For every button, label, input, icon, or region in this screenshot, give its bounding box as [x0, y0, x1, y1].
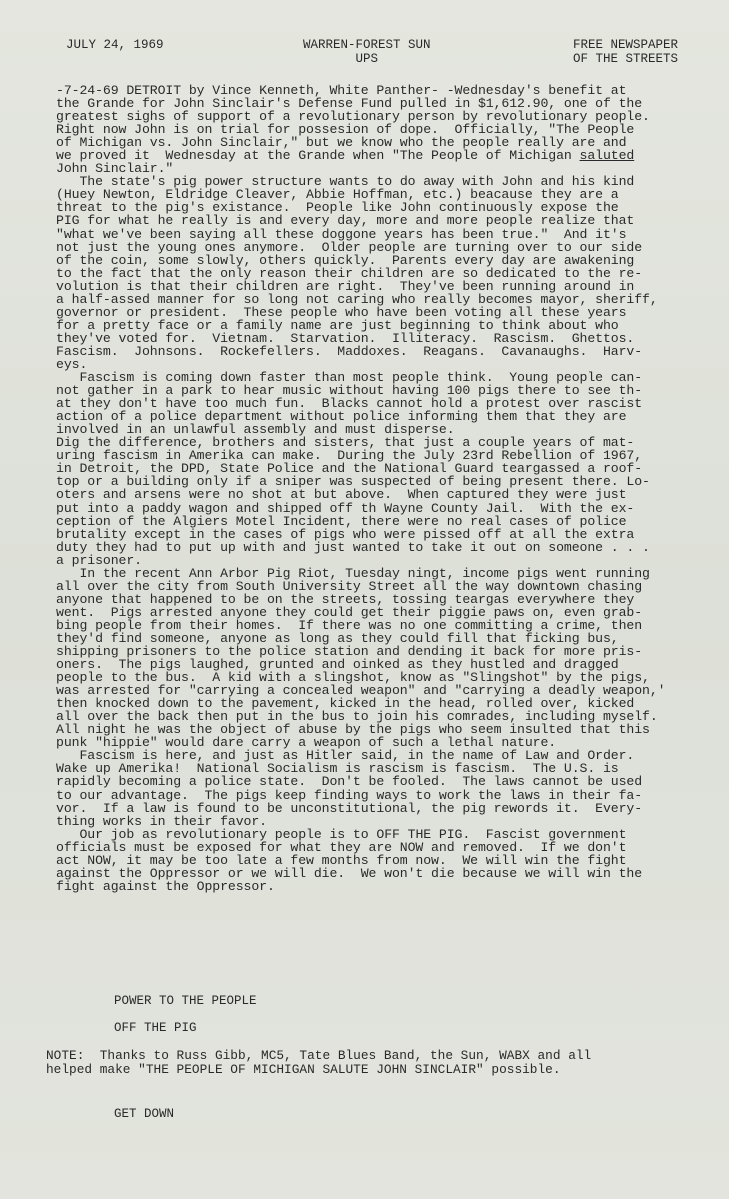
- article-paragraph-3: Fascism is coming down faster than most people think. Young people can- not gather in a park to hear music without having 100 pigs there to see th- at they don't have too much fun. Blacks cannot hold a protest over rascist action of a police department without police informing them that they are involved in an unlawful assembly and must disperse. Dig the difference, brothers and sisters, that just a couple years of mat- uring fascism in Amerika can make. During the July 23rd Rebellion of 1967, in Detroit, the DPD, State Police and the National Guard teargassed a roof- top or a building only if a sniper was suspected of being present there. Lo- oters and arsens were no shot at but above. When captured they were just put into a paddy wagon and shipped off th Wayne County Jail. With the ex- ception of the Algiers Motel Incident, there were no real cases of police brutality except in the cases of pigs who were pissed off at all the extra duty they had to put up with and just wanted to take it out on someone . . . a prisoner.: [56, 370, 650, 568]
- publication-masthead: [303, 38, 431, 66]
- paragraph-1-end: John Sinclair.": [56, 161, 174, 177]
- paragraph-1-text: -7-24-69 DETROIT by Vince Kenneth, White Panther- -Wednesday's benefit at the Grande for John Sinclair's Defense Fund pulled in $1,612.90, one of the greatest sighs of support of a revolutionary person by revolutionary people. Right now John is on trial for possesion of dope. Officially, "The People of Michigan vs. John Sinclair," but we know who the people really are and we proved it Wednesday at the Grande when "The People of Michigan: [56, 83, 650, 164]
- article-paragraph-6: Our job as revolutionary people is to OFF THE PIG. Fascist government officials must be exposed for what they are NOW and removed. If we don't act NOW, it may be too late a few months from now. We will win the fight against the Oppressor or we will die. We won't die because we will win the fight against the Oppressor.: [56, 826, 643, 894]
- article-body: [56, 84, 724, 893]
- publication-subtitle: UPS: [355, 52, 379, 66]
- issue-date: JULY 24, 1969: [66, 38, 164, 52]
- article-paragraph-4: In the recent Ann Arbor Pig Riot, Tuesday ningt, income pigs went running all over the city from South University Street all the way downtown chasing anyone that happened to be on the streets, tossing teargas everywhere they went. Pigs arrested anyone they could get their piggie paws on, even grab- bing people from their homes. If there was no one committing a crime, then they'd find someone, anyone as long as they could fill that ficking bus, shipping prisoners to the police station and dending it back for more pris- oners. The pigs laughed, grunted and oinked as they hustled and dragged people to the bus. A kid with a slingshot, know as "Slingshot" by the pigs, was arrested for "carrying a concealed weapon" and "carrying a deadly weapon,' then knocked down to the pavement, kicked in the head, rolled over, kicked all over the back then put in the bus to join his comrades, including myself. All night he was the object of abuse by the pigs who seem insulted that this punk "hippie" would dare carry a weapon of such a lethal nature.: [56, 565, 666, 751]
- article-paragraph-5: Fascism is here, and just as Hitler said, in the name of Law and Order. Wake up Amerika! National Socialism is rascism is fascism. The U.S. is rapidly becoming a police state. Don't be fooled. The laws cannot be used to our advantage. The pigs keep finding ways to work the laws in their fa- vor. If a law is found to be unconstitutional, the pig rewords it. Every- thing works in their favor.: [56, 748, 643, 829]
- tagline-line-2: OF THE STREETS: [573, 52, 679, 66]
- thanks-note: NOTE: Thanks to Russ Gibb, MC5, Tate Blues Band, the Sun, WABX and all helped make "THE PEOPLE OF MICHIGAN SALUTE JOHN SINCLAIR" possible.: [46, 1048, 592, 1077]
- slogan-off-the-pig: OFF THE PIG: [114, 1021, 197, 1035]
- tagline: [573, 38, 678, 66]
- slogan-power-to-the-people: POWER TO THE PEOPLE: [114, 994, 257, 1008]
- article-paragraph-2: The state's pig power structure wants to do away with John and his kind (Huey Newton, Eldridge Cleaver, Abbie Hoffman, etc.) beacause they are a threat to the pig's existance. People like John continuously expose the PIG for what he really is and every day, more and more people realize that "what we've been saying all these doggone years has been true." And it's not just the young ones anymore. Older people are turning over to our side of the coin, some slowly, others quickly. Parents every day are awakening to the fact that the only reason their children are so dedicated to the re- volution is that their children are right. They've been running around in a half-assed manner for so long not caring who really becomes mayor, sheriff, governor or president. These people who have been voting all these years for a pretty face or a family name are just beginning to think about who they've voted for. Vietnam. Starvation. Illiteracy. Rascism. Ghettos. Fascism. Johnsons. Rockefellers. Maddoxes. Reagans. Cavanaughs. Harv- eys.: [56, 174, 658, 372]
- article-paragraph-1: [56, 84, 724, 175]
- signoff: GET DOWN: [114, 1107, 175, 1121]
- underlined-word: saluted: [579, 148, 635, 164]
- tagline-line-1: FREE NEWSPAPER: [573, 38, 679, 52]
- publication-name: WARREN-FOREST SUN: [303, 38, 431, 52]
